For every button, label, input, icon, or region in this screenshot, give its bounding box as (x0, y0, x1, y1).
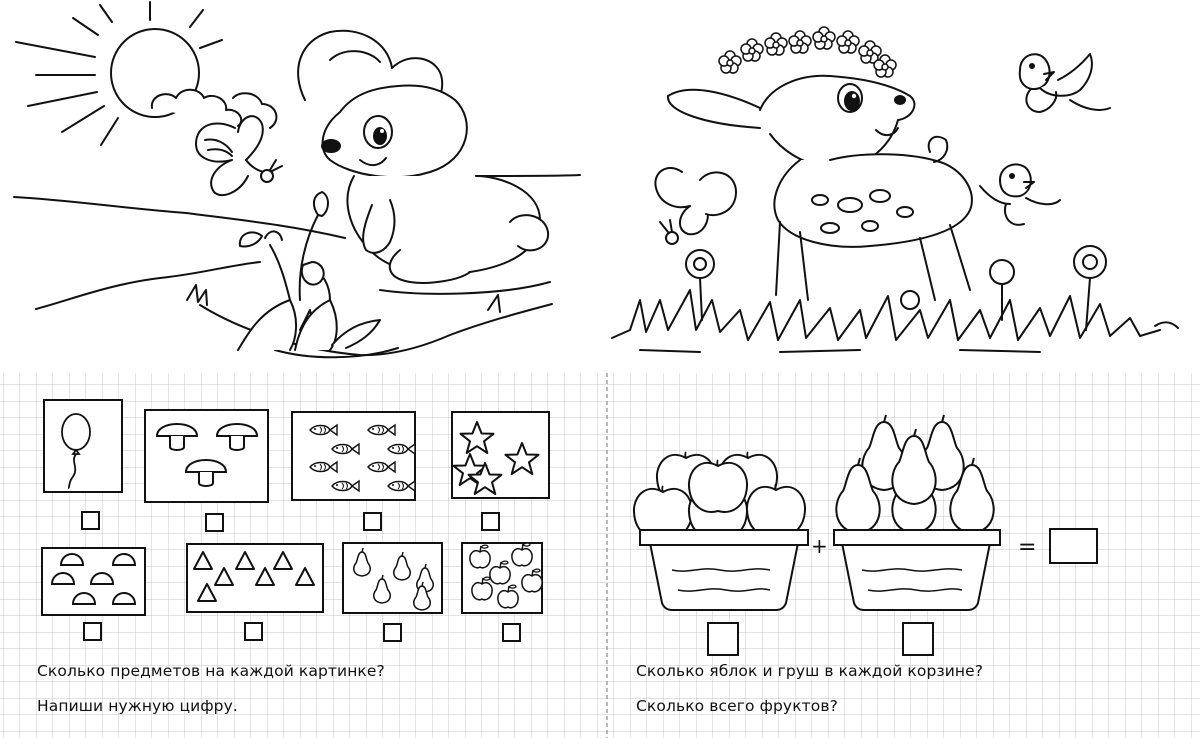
question-fruits-per-basket: Сколько яблок и груш в каждой корзине? (636, 662, 984, 680)
answer-box-pears[interactable] (384, 624, 401, 641)
apple-icon (747, 484, 805, 536)
fawn-scene-illustration (612, 27, 1178, 352)
answer-box-apples[interactable] (503, 624, 520, 641)
answer-box-semicircles[interactable] (84, 623, 101, 640)
card-fish (292, 412, 415, 500)
butterfly-icon (655, 168, 736, 244)
answer-box-stars[interactable] (482, 513, 499, 530)
card-apples (462, 543, 542, 613)
bunny-character (298, 31, 548, 283)
apple-icon (689, 460, 747, 512)
bunny-scene-illustration (14, 2, 580, 357)
bird-icon (980, 164, 1060, 224)
card-pears (343, 543, 442, 613)
plus-sign: + (811, 534, 828, 558)
card-semicircles (42, 548, 145, 615)
answer-box-fish[interactable] (364, 513, 381, 530)
bird-icon (1020, 54, 1110, 112)
question-count-items: Сколько предметов на каждой картинке? (37, 662, 385, 680)
answer-box-pear-basket[interactable] (903, 623, 933, 655)
instruction-write-number: Напиши нужную цифру. (37, 697, 238, 715)
flower-wreath-icon (719, 27, 896, 77)
basket-icon (640, 530, 808, 610)
answer-box-mushrooms[interactable] (206, 514, 223, 531)
equals-sign: = (1018, 535, 1037, 560)
answer-box-balloon[interactable] (82, 512, 99, 529)
answer-box-apple-basket[interactable] (708, 623, 738, 655)
answer-box-triangles[interactable] (245, 623, 262, 640)
sun-icon (16, 2, 222, 145)
card-balloon (44, 400, 122, 492)
card-stars (452, 412, 549, 498)
card-triangles (187, 544, 323, 612)
question-total-fruits: Сколько всего фруктов? (636, 697, 838, 715)
card-mushrooms (145, 410, 268, 502)
answer-box-total[interactable] (1050, 529, 1097, 563)
basket-icon (834, 530, 1000, 610)
